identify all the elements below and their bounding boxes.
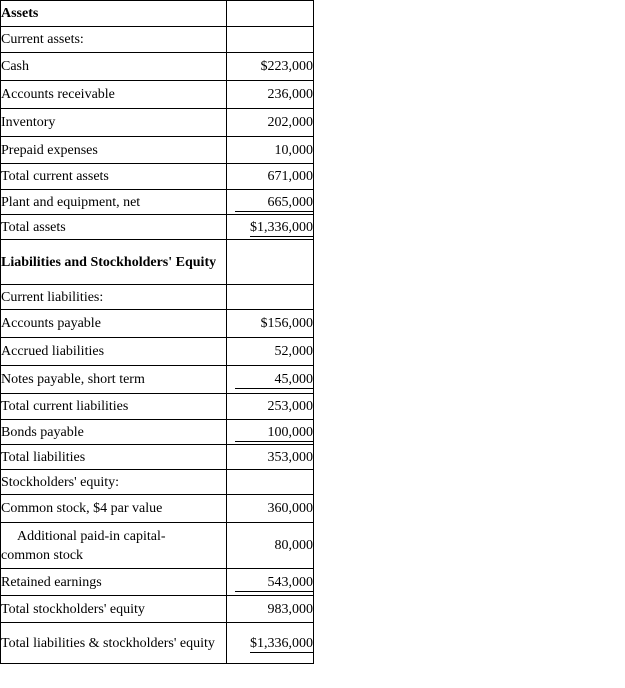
table-row <box>1 109 314 137</box>
plant-equipment-value: 665,000 <box>235 195 313 212</box>
notes-payable-value: 45,000 <box>235 372 313 389</box>
cash-value: $223,000 <box>227 53 314 81</box>
common-stock-label: Common stock, $4 par value <box>1 495 227 523</box>
common-stock-value: 360,000 <box>227 495 314 523</box>
prepaid-expenses-value: 10,000 <box>227 137 314 164</box>
empty-cell <box>227 240 314 285</box>
total-liabilities-equity-value: $1,336,000 <box>250 635 313 651</box>
prepaid-expenses-label: Prepaid expenses <box>1 137 227 164</box>
total-stockholders-equity-value: 983,000 <box>227 596 314 623</box>
total-stockholders-equity-label: Total stockholders' equity <box>1 596 227 623</box>
total-current-liabilities-value: 253,000 <box>227 394 314 420</box>
table-row <box>1 215 314 240</box>
inventory-label: Inventory <box>1 109 227 137</box>
empty-cell <box>227 470 314 495</box>
apic-label-cell <box>1 523 227 569</box>
apic-value: 80,000 <box>227 523 314 569</box>
table-row <box>1 338 314 366</box>
total-assets-label: Total assets <box>1 215 227 240</box>
apic-label-line2: common stock <box>1 547 84 563</box>
total-liabilities-equity-label: Total liabilities & stockholders' equity <box>1 623 227 664</box>
cash-label: Cash <box>1 53 227 81</box>
assets-heading: Assets <box>1 1 227 27</box>
accounts-receivable-value: 236,000 <box>227 81 314 109</box>
table-row <box>1 470 314 495</box>
retained-earnings-value: 543,000 <box>235 575 313 592</box>
table-row <box>1 495 314 523</box>
total-assets-cell <box>227 215 314 240</box>
table-row <box>1 523 314 569</box>
table-row <box>1 310 314 338</box>
table-row <box>1 27 314 53</box>
bonds-payable-label: Bonds payable <box>1 420 227 445</box>
table-row <box>1 81 314 109</box>
table-row <box>1 569 314 596</box>
table-row <box>1 285 314 310</box>
accrued-liabilities-label: Accrued liabilities <box>1 338 227 366</box>
accounts-payable-value: $156,000 <box>227 310 314 338</box>
total-current-assets-value: 671,000 <box>227 164 314 190</box>
bonds-payable-value: 100,000 <box>235 425 313 442</box>
total-liabilities-value: 353,000 <box>227 445 314 470</box>
notes-payable-cell <box>227 366 314 394</box>
table-row <box>1 164 314 190</box>
table-row <box>1 190 314 215</box>
apic-label-line1-wrap <box>1 527 226 546</box>
retained-earnings-label: Retained earnings <box>1 569 227 596</box>
table-row <box>1 623 314 664</box>
current-liabilities-label: Current liabilities: <box>1 285 227 310</box>
liabilities-heading: Liabilities and Stockholders' Equity <box>1 240 227 285</box>
total-assets-value: $1,336,000 <box>250 219 313 235</box>
balance-sheet-table <box>0 0 314 664</box>
plant-equipment-label: Plant and equipment, net <box>1 190 227 215</box>
stockholders-equity-label: Stockholders' equity: <box>1 470 227 495</box>
accounts-receivable-label: Accounts receivable <box>1 81 227 109</box>
table-row <box>1 394 314 420</box>
notes-payable-label: Notes payable, short term <box>1 366 227 394</box>
bonds-payable-cell <box>227 420 314 445</box>
table-row <box>1 420 314 445</box>
total-liabilities-label: Total liabilities <box>1 445 227 470</box>
empty-cell <box>227 27 314 53</box>
total-current-liabilities-label: Total current liabilities <box>1 394 227 420</box>
table-row <box>1 240 314 285</box>
accounts-payable-label: Accounts payable <box>1 310 227 338</box>
table-row <box>1 596 314 623</box>
retained-earnings-cell <box>227 569 314 596</box>
inventory-value: 202,000 <box>227 109 314 137</box>
empty-cell <box>227 285 314 310</box>
table-row <box>1 53 314 81</box>
total-current-assets-label: Total current assets <box>1 164 227 190</box>
table-row <box>1 137 314 164</box>
table-row <box>1 1 314 27</box>
table-row <box>1 445 314 470</box>
empty-cell <box>227 1 314 27</box>
table-row <box>1 366 314 394</box>
accrued-liabilities-value: 52,000 <box>227 338 314 366</box>
total-liabilities-equity-cell <box>227 623 314 664</box>
current-assets-label: Current assets: <box>1 27 227 53</box>
apic-label-line1: Additional paid-in capital- <box>17 528 166 544</box>
plant-equipment-cell <box>227 190 314 215</box>
